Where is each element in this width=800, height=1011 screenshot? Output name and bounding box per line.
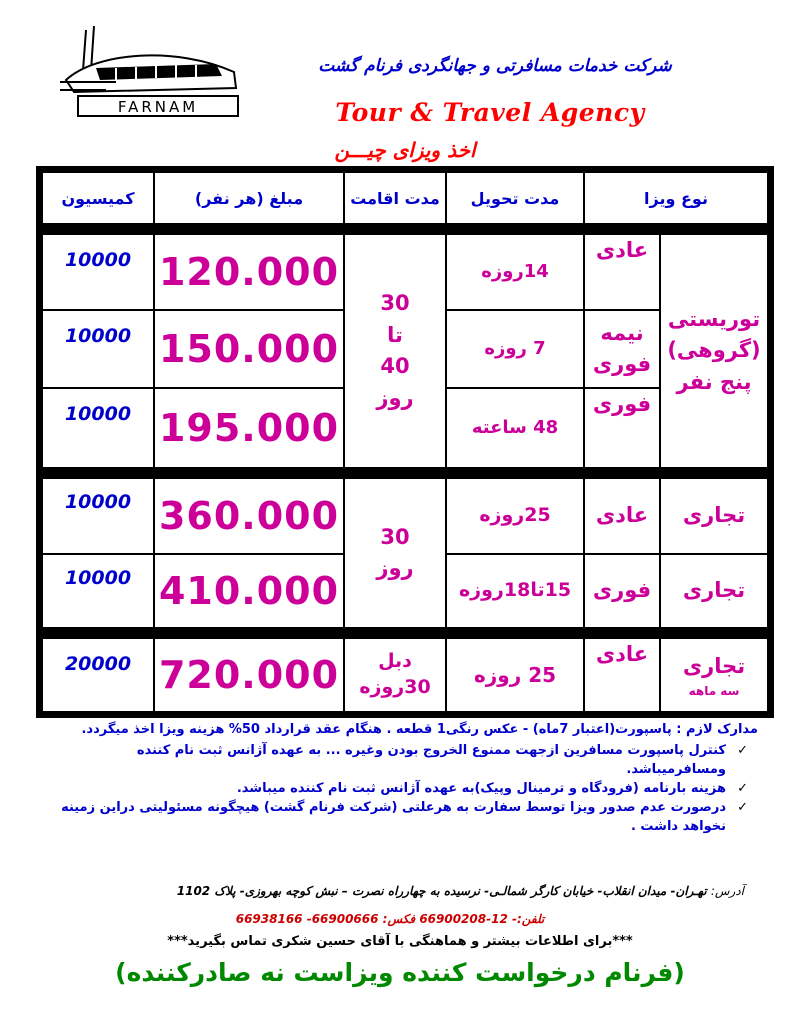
row-separator — [42, 628, 768, 638]
row-separator — [42, 224, 768, 234]
visa-type-note: سه ماهه — [688, 683, 740, 698]
note-item: ✓ هزینه بارنامه (فرودگاه و ترمینال وپیک)به عهده آژانس ثبت نام کننده میباشد. — [236, 781, 748, 796]
commission-cell: 10000 — [42, 554, 154, 628]
commission-cell: 10000 — [42, 310, 154, 388]
check-icon: ✓ — [737, 743, 748, 758]
page-title: اخذ ویزای چیـــن — [334, 138, 476, 162]
delivery-cell: 25 روزه — [446, 638, 584, 712]
visa-type-business: تجاری — [660, 554, 768, 628]
subtype-urgent: فوری — [584, 388, 660, 468]
delivery-cell: 48 ساعته — [446, 388, 584, 468]
address-text: تهـران- میدان انقلاب- خیابان کارگر شمالـی- نرسیده به چهارراه نصرت – نبش کوچه بهروزی- پلاک 1102 — [176, 884, 707, 898]
subtype-normal: عادی — [584, 478, 660, 554]
address-label: آدرس: — [710, 884, 744, 898]
price-cell: 195.000 — [154, 388, 344, 468]
company-logo — [56, 22, 246, 122]
company-name-fa: شرکت خدمات مسافرتی و جهانگردی فرنام گشت — [318, 56, 672, 76]
commission-cell: 10000 — [42, 388, 154, 468]
company-name-en: Tour & Travel Agency — [335, 98, 645, 127]
price-cell: 720.000 — [154, 638, 344, 712]
header-price: مبلغ (هر نفر) — [154, 172, 344, 224]
header-stay: مدت اقامت — [344, 172, 446, 224]
delivery-cell: 25روزه — [446, 478, 584, 554]
commission-cell: 10000 — [42, 234, 154, 310]
notes-list — [44, 741, 758, 836]
visa-price-table — [36, 166, 774, 718]
stay-cell-tourist: 30 تا 40 روز — [344, 234, 446, 468]
delivery-cell: 14روزه — [446, 234, 584, 310]
header-visa-type: نوع ویزا — [584, 172, 768, 224]
subtype-normal: عادی — [584, 638, 660, 712]
check-icon: ✓ — [737, 781, 748, 796]
subtype-urgent: فوری — [584, 554, 660, 628]
price-cell: 120.000 — [154, 234, 344, 310]
commission-cell: 20000 — [42, 638, 154, 712]
stay-cell-business: 30 روز — [344, 478, 446, 628]
delivery-cell: 15تا18روزه — [446, 554, 584, 628]
address — [44, 884, 744, 898]
subtype-semi-urgent: نیمه فوری — [584, 310, 660, 388]
notes-section — [44, 720, 758, 836]
bus-logo-icon — [56, 22, 246, 122]
delivery-cell: 7 روزه — [446, 310, 584, 388]
row-separator — [42, 468, 768, 478]
price-cell: 150.000 — [154, 310, 344, 388]
stay-cell: دبل 30روزه — [344, 638, 446, 712]
subtype-normal: عادی — [584, 234, 660, 310]
contact-info: ***برای اطلاعات بیشتر و هماهنگی با آقای حسین شکری تماس بگیرید*** — [167, 934, 633, 949]
visa-type-label: تجاری — [682, 654, 746, 679]
visa-type-business: تجاری — [660, 478, 768, 554]
note-item: ✓ کنترل پاسپورت مسافرین ازجهت ممنوع الخروج بودن وغیره ... به عهده آژانس ثبت نام کننده ومسافرمیباشد. — [136, 743, 748, 777]
svg-text:FARNAM: FARNAM — [117, 98, 199, 116]
visa-type-business-3month — [660, 638, 768, 712]
header-commission: کمیسیون — [42, 172, 154, 224]
header-delivery: مدت تحویل — [446, 172, 584, 224]
note-item: ✓ درصورت عدم صدور ویزا توسط سفارت به هرعلتی (شرکت فرنام گشت) هیچگونه مسئولیتی دراین زمینه نخواهد داشت . — [61, 800, 748, 834]
price-cell: 410.000 — [154, 554, 344, 628]
visa-type-tourist: توریستی (گروهی) پنج نفر — [660, 234, 768, 468]
phone-fax: تلفن:- 12-66900208 فکس: 66900666- 66938166 — [235, 912, 545, 926]
commission-cell: 10000 — [42, 478, 154, 554]
price-cell: 360.000 — [154, 478, 344, 554]
check-icon: ✓ — [737, 800, 748, 815]
required-documents: مدارک لازم : پاسپورت(اعتبار 7ماه) - عکس رنگی1 قطعه . هنگام عقد قرارداد 50% هزینه ویزا اخذ میگردد. — [81, 722, 758, 737]
footer-disclaimer: (فرنام درخواست کننده ویزاست نه صادرکننده) — [115, 958, 685, 987]
